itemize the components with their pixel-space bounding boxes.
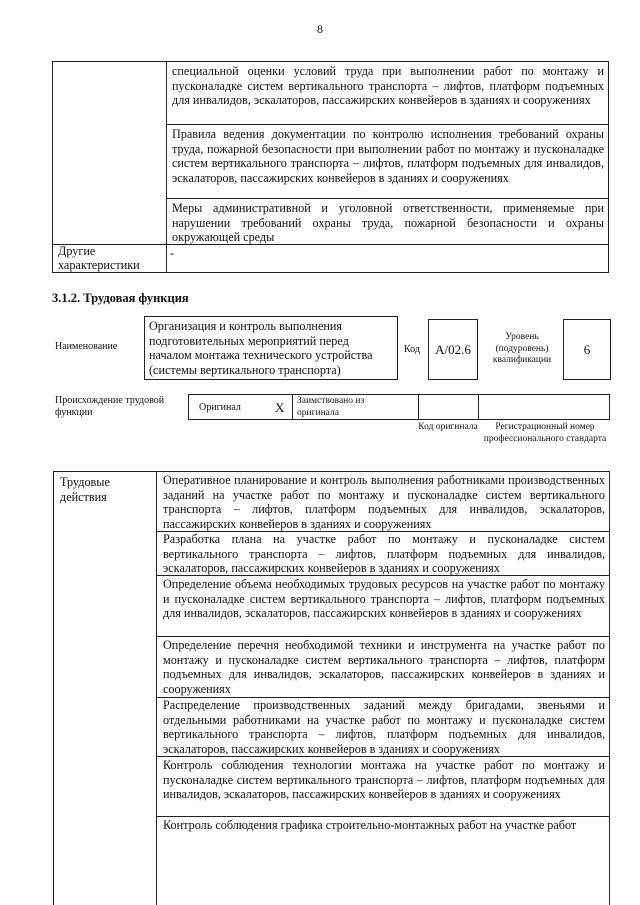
labor-action-item: Контроль соблюдения графика строительно-монтажных работ на участке работ [163,818,577,832]
level-value: 6 [583,341,591,357]
reg-number-caption: Регистрационный номер профессионального стандарта [483,422,607,444]
labor-action-item: Определение перечня необходимой техники и инструмента на участке работ по монтажу и пусконаладке систем вертикального транспорта – лифтов, платформ подъемных для инвалидов, эскалаторов, пассажирских конвейеров в зданиях и сооружениях [163,638,605,696]
original-label: Оригинал [199,402,241,413]
section-heading: 3.1.2. Трудовая функция [52,291,189,305]
code-original-caption: Код оригинала [418,422,478,432]
labor-action-item: Распределение производственных заданий между бригадами, звеньями и отдельными работниками на участке работ по монтажу и пусконаладке систем вертикального транспорта – лифтов, платформ подъемных для инвалидов, эскалаторов, пассажирских конвейеров в зданиях и сооружениях [163,698,605,756]
code-label: Код [404,344,420,355]
labor-action-item: Разработка плана на участке работ по монтажу и пусконаладке систем вертикального транспорта – лифтов, платформ подъемных для инвалидов, эскалаторов, пассажирских конвейеров в зданиях и сооружениях [163,532,605,576]
page-number: 8 [317,22,323,36]
labor-action-item: Контроль соблюдения технологии монтажа на участке работ по монтажу и пусконаладке систем вертикального транспорта – лифтов, платформ подъемных для инвалидов, эскалаторов, пассажирских конвейеров в зданиях и сооружениях [163,758,605,802]
other-characteristics-value: - [170,246,175,260]
code-value: A/02.6 [435,341,471,357]
knowledge-item: Правила ведения документации по контролю исполнения требований охраны труда, пожарной безопасности при выполнении работ по монтажу и пусконаладке систем вертикального транспорта – лифтов, платформ подъемных для инвалидов, эскалаторов, пассажирских конвейеров в зданиях и сооружениях [172,127,604,185]
name-label: Наименование [55,341,118,352]
labor-action-item: Определение объема необходимых трудовых ресурсов на участке работ по монтажу и пусконаладке систем вертикального транспорта – лифтов, платформ подъемных для инвалидов, эскалаторов, пассажирских конвейеров в зданиях и сооружениях [163,577,605,621]
labor-action-item: Оперативное планирование и контроль выполнения работниками производственных заданий на участке работ по монтажу и пусконаладке систем вертикального транспорта – лифтов, платформ подъемных для инвалидов, эскалаторов, пассажирских конвейеров в зданиях и сооружениях [163,473,605,531]
origin-label: Происхождение трудовой функции [55,395,165,418]
other-characteristics-label: Другие характеристики [58,244,140,272]
knowledge-item: специальной оценки условий труда при выполнении работ по монтажу и пусконаладке систем вертикального транспорта – лифтов, платформ подъемных для инвалидов, эскалаторов, пассажирских конвейеров в зданиях и сооружениях [172,64,604,108]
labor-actions-label: Трудовые действия [60,475,110,504]
code-box [428,319,478,380]
level-label: Уровень (подуровень) квалификации [492,332,552,365]
knowledge-item: Меры административной и уголовной ответственности, применяемые при нарушении требований охраны труда, пожарной безопасности и охраны окружающей среды [172,201,604,245]
level-box [563,319,611,380]
function-name-box [144,316,398,380]
original-mark: X [275,400,285,415]
borrowed-label: Заимствовано из оригинала [297,396,365,418]
function-name-value: Организация и контроль выполнения подготовительных мероприятий перед началом монтажа технического устройства (системы вертикального транспорта) [149,319,373,377]
